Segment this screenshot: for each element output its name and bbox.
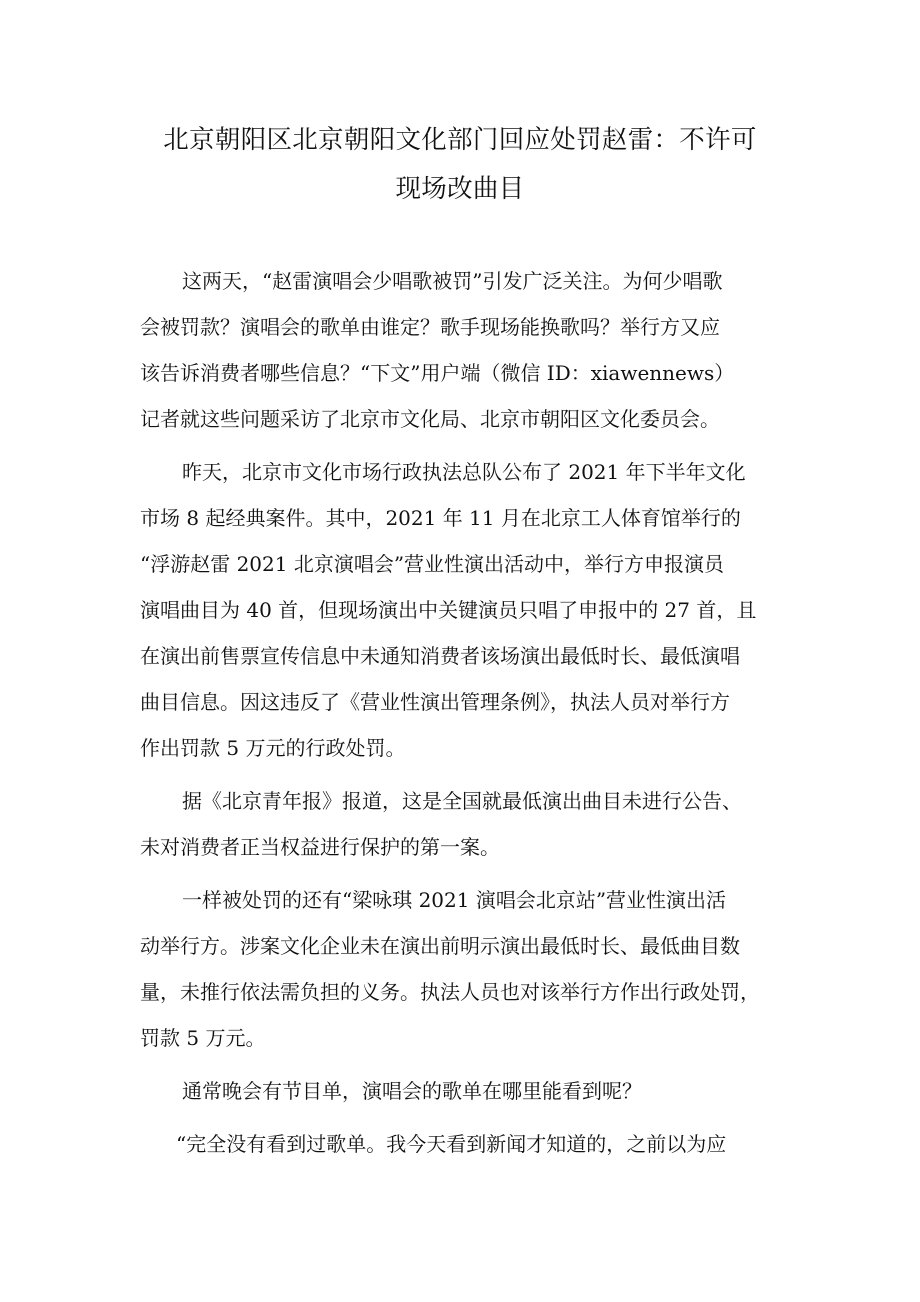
paragraph-second-case	[140, 877, 800, 1061]
title-line-2: 现场改曲目	[395, 174, 525, 204]
text-line: 一样被处罚的还有“梁咏琪 2021 演唱会北京站”营业性演出活	[182, 888, 727, 912]
text-line: 据《北京青年报》报道，这是全国就最低演出曲目未进行公告、	[182, 789, 742, 813]
text-line: 动举行方。涉案文化企业未在演出前明示演出最低时长、最低曲目数	[140, 934, 740, 958]
text-line: 昨天，北京市文化市场行政执法总队公布了 2021 年下半年文化	[182, 460, 746, 484]
text-line: 市场 8 起经典案件。其中，2021 年 11 月在北京工人体育馆举行的	[140, 506, 741, 530]
text-line: 未对消费者正当权益进行保护的第一案。	[140, 835, 500, 859]
text-line: 这两天，“赵雷演唱会少唱歌被罚”引发广泛关注。为何少唱歌	[182, 269, 723, 293]
text-line: 作出罚款 5 万元的行政处罚。	[140, 736, 406, 760]
text-line: 该告诉消费者哪些信息？“下文”用户端（微信 ID：xiawennews）	[140, 361, 735, 385]
paragraph-report	[140, 778, 800, 870]
article-title	[130, 116, 790, 214]
text-line: 在演出前售票宣传信息中未通知消费者该场演出最低时长、最低演唱	[140, 644, 740, 668]
title-line-1: 北京朝阳区北京朝阳文化部门回应处罚赵雷：不许可	[163, 125, 757, 155]
paragraph-quote	[140, 1121, 800, 1167]
text-line: 通常晚会有节目单，演唱会的歌单在哪里能看到呢？	[182, 1079, 642, 1103]
paragraph-question	[140, 1068, 800, 1114]
text-line: “完全没有看到过歌单。我今天看到新闻才知道的，之前以为应	[176, 1132, 727, 1156]
text-line: “浮游赵雷 2021 北京演唱会”营业性演出活动中，举行方申报演员	[140, 552, 725, 576]
paragraph-intro	[140, 258, 800, 442]
text-line: 量，未推行依法需负担的义务。执法人员也对该举行方作出行政处罚，	[140, 980, 760, 1004]
text-line: 罚款 5 万元。	[140, 1026, 266, 1050]
article-body	[140, 258, 800, 1174]
text-line: 会被罚款？演唱会的歌单由谁定？歌手现场能换歌吗？举行方又应	[140, 315, 720, 339]
text-line: 曲目信息。因这违反了《营业性演出管理条例》，执法人员对举行方	[140, 690, 730, 714]
text-line: 记者就这些问题采访了北京市文化局、北京市朝阳区文化委员会。	[140, 407, 720, 431]
text-line: 演唱曲目为 40 首，但现场演出中关键演员只唱了申报中的 27 首，且	[140, 598, 757, 622]
paragraph-case-details	[140, 449, 800, 771]
